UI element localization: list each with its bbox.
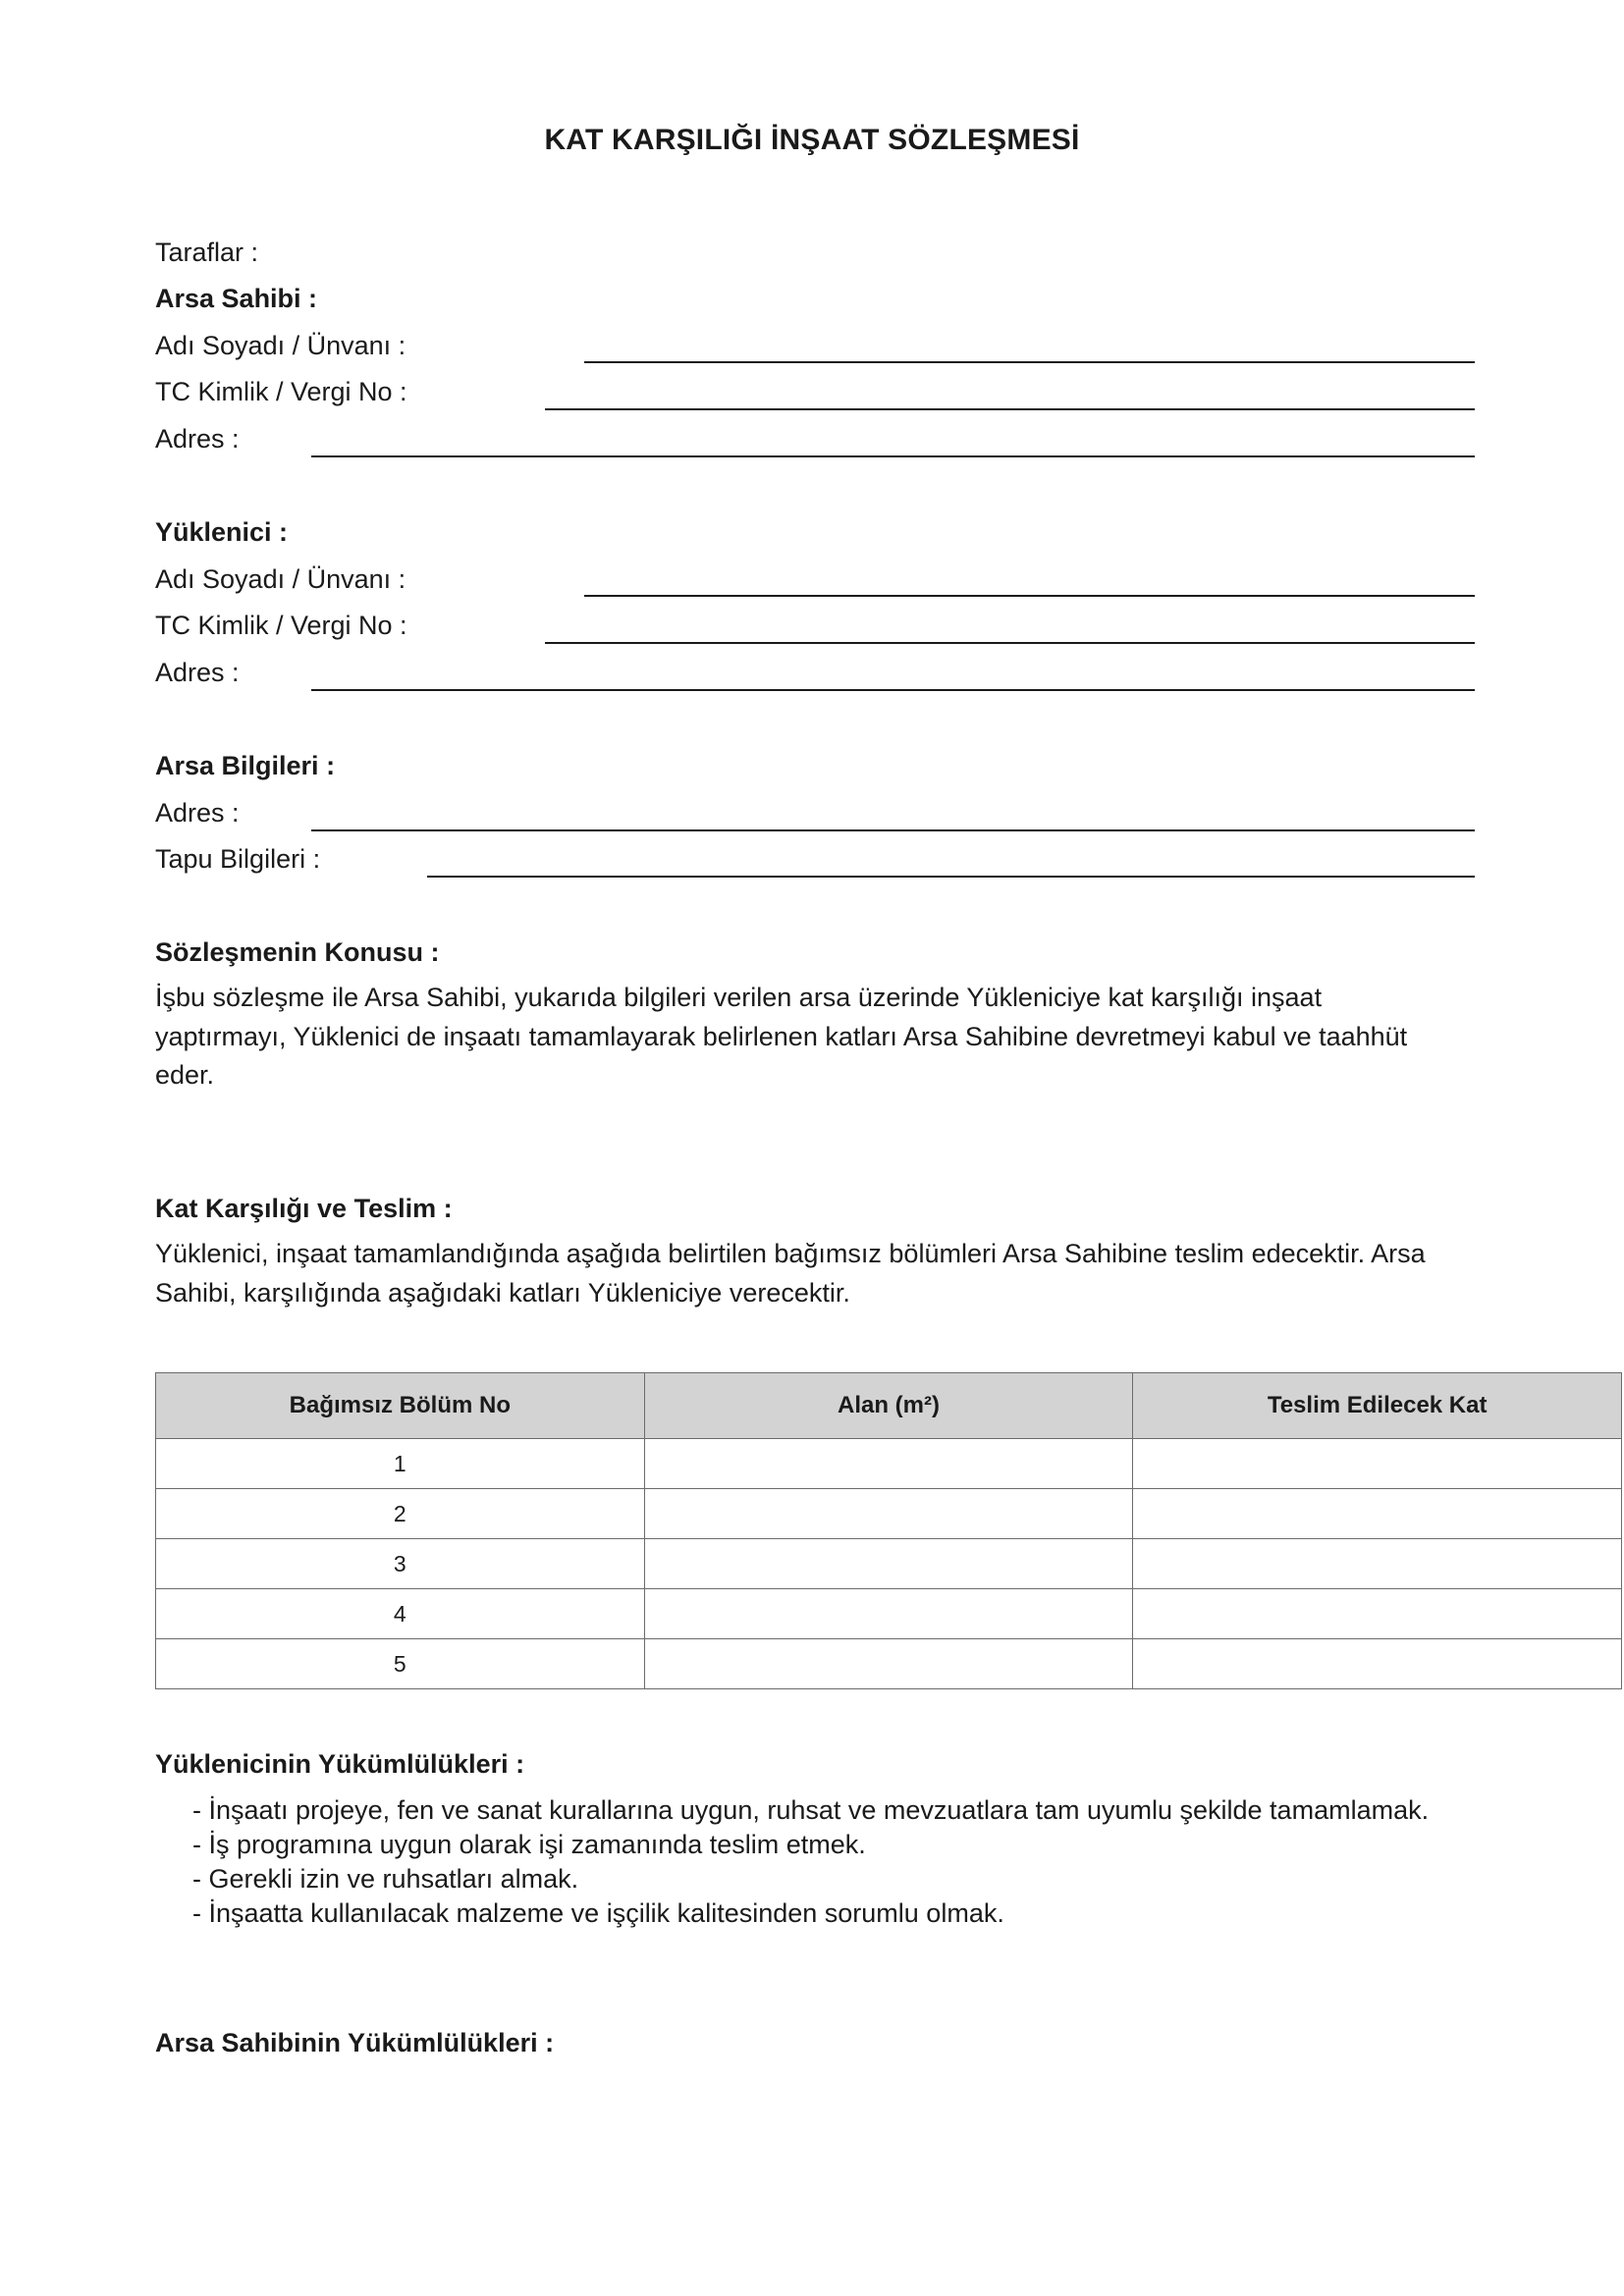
cell-floor[interactable] [1133, 1639, 1622, 1689]
cell-area[interactable] [644, 1439, 1133, 1489]
land-address-field[interactable] [311, 829, 1475, 831]
owner-address-field[interactable] [311, 455, 1475, 457]
delivery-line: Sahibi, karşılığında aşağıdaki katları Yükleniciye verecektir. [155, 1277, 850, 1308]
contractor-address-field[interactable] [311, 689, 1475, 691]
cell-floor[interactable] [1133, 1489, 1622, 1539]
cell-unit-no: 1 [156, 1439, 645, 1489]
land-heading: Arsa Bilgileri : [155, 751, 336, 780]
header-area: Alan (m²) [644, 1373, 1133, 1439]
subject-line: yaptırmayı, Yüklenici de inşaatı tamamlayarak belirlenen katları Arsa Sahibine devretmeyi kabul ve taahhüt [155, 1021, 1408, 1051]
cell-unit-no: 5 [156, 1639, 645, 1689]
subject-paragraph [155, 979, 1530, 1095]
cell-area[interactable] [644, 1639, 1133, 1689]
owner-obligations-heading: Arsa Sahibinin Yükümlülükleri : [155, 2028, 555, 2057]
cell-area[interactable] [644, 1589, 1133, 1639]
delivery-line: Yüklenici, inşaat tamamlandığında aşağıda belirtilen bağımsız bölümleri Arsa Sahibine teslim edecektir. Arsa [155, 1239, 1426, 1268]
owner-address-label: Adres : [155, 424, 240, 454]
table-row [156, 1439, 1622, 1489]
cell-floor[interactable] [1133, 1589, 1622, 1639]
subject-heading: Sözleşmenin Konusu : [155, 937, 440, 967]
table-row [156, 1539, 1622, 1589]
owner-name-field[interactable] [584, 361, 1475, 363]
subject-line: İşbu sözleşme ile Arsa Sahibi, yukarıda bilgileri verilen arsa üzerinde Yükleniciye kat karşılığı inşaat [155, 983, 1323, 1012]
land-address-label: Adres : [155, 798, 240, 828]
cell-area[interactable] [644, 1539, 1133, 1589]
contractor-obligations-list [192, 1793, 1429, 1931]
list-item: - Gerekli izin ve ruhsatları almak. [192, 1864, 579, 1894]
contractor-name-field[interactable] [584, 595, 1475, 597]
contractor-name-label: Adı Soyadı / Ünvanı : [155, 564, 406, 594]
table-row [156, 1639, 1622, 1689]
table-header-row [156, 1373, 1622, 1439]
owner-name-label: Adı Soyadı / Ünvanı : [155, 331, 406, 360]
header-floor: Teslim Edilecek Kat [1133, 1373, 1622, 1439]
owner-id-label: TC Kimlik / Vergi No : [155, 377, 407, 406]
contractor-heading: Yüklenici : [155, 517, 289, 547]
units-table [155, 1372, 1622, 1689]
subject-line: eder. [155, 1060, 215, 1090]
delivery-heading: Kat Karşılığı ve Teslim : [155, 1194, 453, 1223]
list-item: - İnşaatı projeye, fen ve sanat kurallarına uygun, ruhsat ve mevzuatlara tam uyumlu şekilde tamamlamak. [192, 1795, 1430, 1825]
cell-floor[interactable] [1133, 1439, 1622, 1489]
land-deed-field[interactable] [427, 876, 1475, 878]
contractor-obligations-heading: Yüklenicinin Yükümlülükleri : [155, 1749, 525, 1779]
cell-area[interactable] [644, 1489, 1133, 1539]
document-title: KAT KARŞILIĞI İNŞAAT SÖZLEŞMESİ [544, 124, 1080, 156]
cell-unit-no: 3 [156, 1539, 645, 1589]
table-row [156, 1589, 1622, 1639]
cell-floor[interactable] [1133, 1539, 1622, 1589]
land-deed-label: Tapu Bilgileri : [155, 844, 321, 874]
delivery-paragraph [155, 1235, 1530, 1312]
table-row [156, 1489, 1622, 1539]
contractor-id-label: TC Kimlik / Vergi No : [155, 611, 407, 640]
contractor-address-label: Adres : [155, 658, 240, 687]
owner-heading: Arsa Sahibi : [155, 284, 318, 313]
header-unit-no: Bağımsız Bölüm No [156, 1373, 645, 1439]
cell-unit-no: 2 [156, 1489, 645, 1539]
owner-id-field[interactable] [545, 408, 1475, 410]
parties-label: Taraflar : [155, 238, 259, 267]
list-item: - İş programına uygun olarak işi zamanında teslim etmek. [192, 1830, 866, 1859]
cell-unit-no: 4 [156, 1589, 645, 1639]
contractor-id-field[interactable] [545, 642, 1475, 644]
list-item: - İnşaatta kullanılacak malzeme ve işçilik kalitesinden sorumlu olmak. [192, 1898, 1004, 1928]
